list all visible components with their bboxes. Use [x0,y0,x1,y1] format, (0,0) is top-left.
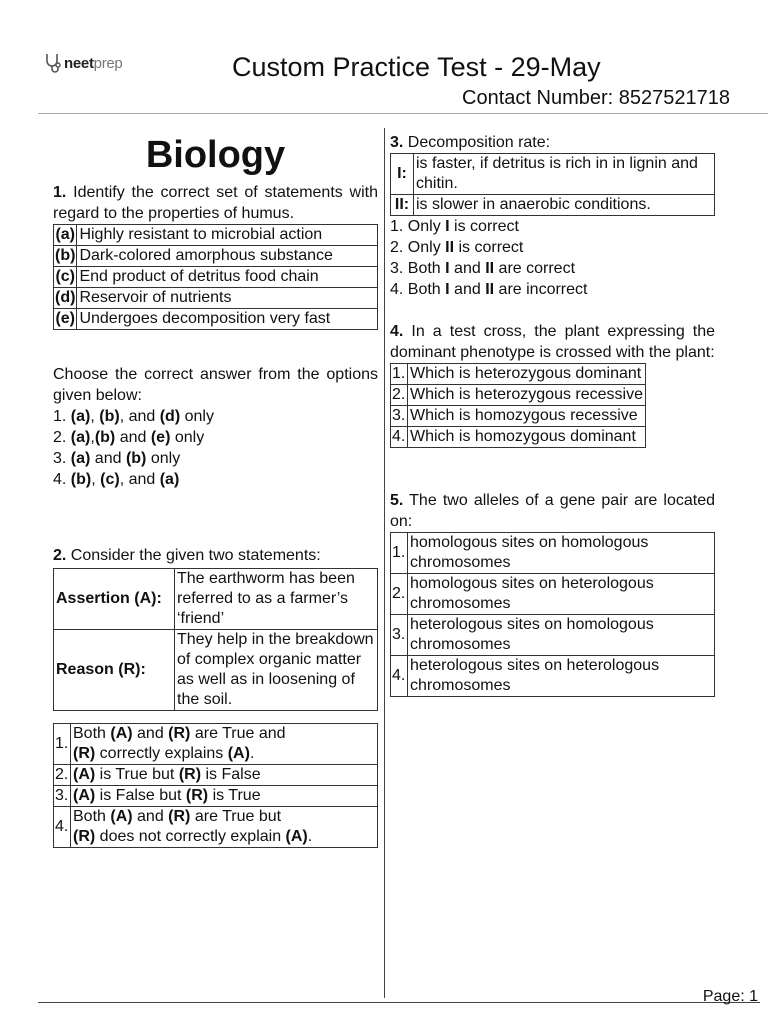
header-rule [38,113,768,114]
stethoscope-icon [44,52,62,74]
answer-option[interactable]: 3. (A) is False but (R) is True [54,786,378,807]
answer-option[interactable]: 3. Which is homozygous recessive [391,406,646,427]
footer-rule [38,1002,760,1003]
logo-text: neetprep [64,54,123,72]
table-row [54,569,378,630]
q5-options-table [390,532,715,697]
table-row [54,630,378,711]
answer-option[interactable]: 1. (a), (b), and (d) only [53,408,214,425]
answer-option[interactable]: 1. Both (A) and (R) are True and (R) correctly explains (A). [54,724,378,765]
answer-option[interactable]: 1. Which is heterozygous dominant [391,364,646,385]
answer-option[interactable]: 2. (A) is True but (R) is False [54,765,378,786]
left-column [53,132,378,848]
q3-statements-table [390,153,715,216]
table-row: (d) Reservoir of nutrients [54,288,378,309]
page-title: Custom Practice Test - 29-May [232,52,601,82]
column-divider [384,128,385,998]
question-4: 4. In a test cross, the plant expressing the dominant phenotype is crossed with the plant: [390,323,716,361]
q4-options-table [390,363,646,448]
answer-option[interactable]: 3. (a) and (b) only [53,450,181,467]
table-row: I: is faster, if detritus is rich in in lignin and chitin. [391,154,715,195]
subject-heading: Biology [145,134,286,176]
table-row: (e) Undergoes decomposition very fast [54,309,378,330]
answer-option[interactable]: 4. Which is homozygous dominant [391,427,646,448]
answer-option[interactable]: 2. homologous sites on heterologous chromosomes [391,574,715,615]
reason-label: Reason (R): [54,630,175,711]
q1-statements-table [53,224,378,330]
table-row: (b) Dark-colored amorphous substance [54,246,378,267]
answer-option[interactable]: 2. Only II is correct [390,239,524,256]
answer-option[interactable]: 3. Both I and II are correct [390,260,576,277]
page-number: Page: 1 [702,988,758,1005]
answer-option[interactable]: 4. Both I and II are incorrect [390,281,588,298]
question-3: 3. Decomposition rate: [390,134,551,151]
answer-option[interactable]: 2. (a),(b) and (e) only [53,429,205,446]
assertion-text: The earthworm has been referred to as a farmer’s ‘friend’ [175,569,378,630]
question-2: 2. Consider the given two statements: [53,547,321,564]
right-column [390,132,715,697]
table-row: (a) Highly resistant to microbial action [54,225,378,246]
q1-instruction: Choose the correct answer from the options given below: [53,366,378,404]
assertion-label: Assertion (A): [54,569,175,630]
assertion-reason-table [53,568,378,711]
q3-options [390,216,715,300]
neetprep-logo [44,52,122,74]
question-1: 1. Identify the correct set of statements with regard to the properties of humus. [53,184,378,222]
answer-option[interactable]: 1. homologous sites on homologous chromosomes [391,533,715,574]
answer-option[interactable]: 4. Both (A) and (R) are True but (R) does not correctly explain (A). [54,807,378,848]
table-row: II: is slower in anaerobic conditions. [391,195,715,216]
q1-options [53,406,378,490]
answer-option[interactable]: 1. Only I is correct [390,218,519,235]
contact-number: Contact Number: 8527521718 [462,87,730,109]
answer-option[interactable]: 4. heterologous sites on heterologous chromosomes [391,656,715,697]
answer-option[interactable]: 3. heterologous sites on homologous chromosomes [391,615,715,656]
answer-option[interactable]: 4. (b), (c), and (a) [53,471,180,488]
table-row: (c) End product of detritus food chain [54,267,378,288]
answer-option[interactable]: 2. Which is heterozygous recessive [391,385,646,406]
reason-text: They help in the breakdown of complex organic matter as well as in loosening of the soil. [175,630,378,711]
question-5: 5. The two alleles of a gene pair are located on: [390,492,716,530]
q2-options-table [53,723,378,848]
